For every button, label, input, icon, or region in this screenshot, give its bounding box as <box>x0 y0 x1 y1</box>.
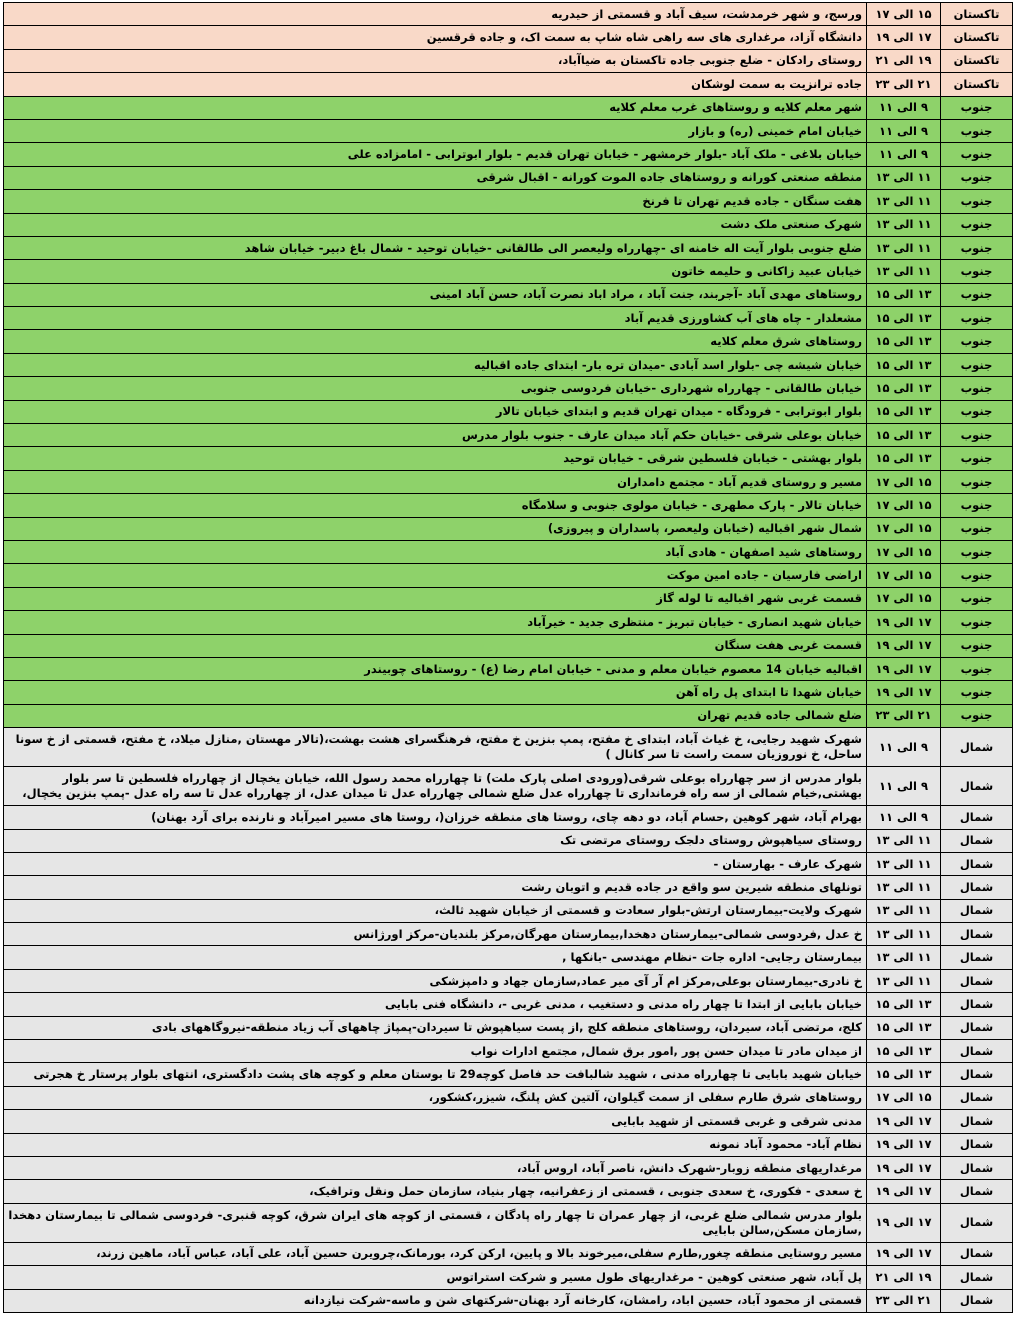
description-cell: شمال شهر اقبالیه (خیابان ولیعصر، پاسداران و پیروزی) <box>4 517 867 540</box>
region-cell: جنوب <box>941 143 1013 166</box>
description-cell: بلوار مدرس از سر چهارراه بوعلی شرقی(ورودی اصلی پارک ملت) تا چهارراه محمد رسول الله، خیابان یخچال از چهارراه فلسطین تا سر بلوار بهشتی,خیام شمالی از سه راه فرمانداری تا چهارراه عدل ضلع شمالی چهارراه عدل تا میدان عدل، از چهارراه عدل تا سه راه عدل -پمپ بنزین یخچال، <box>4 767 867 806</box>
table-row <box>4 330 1013 353</box>
description-cell: مشعلدار - چاه های آب کشاورزی قدیم آباد <box>4 307 867 330</box>
region-cell: جنوب <box>941 330 1013 353</box>
description-cell: بلوار بهشتی - خیابان فلسطین شرقی - خیابان توحید <box>4 447 867 470</box>
table-row <box>4 49 1013 72</box>
time-cell: ۱۷ الی ۱۹ <box>867 1180 941 1203</box>
table-row <box>4 1289 1013 1312</box>
time-cell: ۱۳ الی ۱۵ <box>867 307 941 330</box>
table-row <box>4 283 1013 306</box>
time-cell: ۱۱ الی ۱۳ <box>867 236 941 259</box>
region-cell: جنوب <box>941 470 1013 493</box>
time-cell: ۱۷ الی ۱۹ <box>867 1133 941 1156</box>
time-cell: ۱۱ الی ۱۳ <box>867 876 941 899</box>
table-row <box>4 946 1013 969</box>
time-cell: ۱۷ الی ۱۹ <box>867 1110 941 1133</box>
time-cell: ۲۱ الی ۲۳ <box>867 1289 941 1312</box>
time-cell: ۱۷ الی ۱۹ <box>867 611 941 634</box>
description-cell: روستای رادکان - ضلع جنوبی جاده تاکستان به ضیاآباد، <box>4 49 867 72</box>
description-cell: منطقه صنعتی کورانه و روستاهای جاده الموت کورانه - اقبال شرقی <box>4 166 867 189</box>
description-cell: خیابان عبید زاکانی و حلیمه خاتون <box>4 260 867 283</box>
description-cell: شهرک شهید رجایی، خ غیاث آباد، ابتدای خ مفتح، پمپ بنزین خ مفتح، فرهنگسرای هشت بهشت،(تالار مهستان ,منازل میلاد، خ مفتح، قسمتی از خ سونا ساحل، خ نوروزیان سمت راست تا سر کانال ) <box>4 728 867 767</box>
description-cell: بیمارستان رجایی- اداره جات -نظام مهندسی -بانکها , <box>4 946 867 969</box>
time-cell: ۱۳ الی ۱۵ <box>867 424 941 447</box>
description-cell: روستاهای شرق معلم کلایه <box>4 330 867 353</box>
table-row <box>4 540 1013 563</box>
region-cell: جنوب <box>941 400 1013 423</box>
table-row <box>4 876 1013 899</box>
time-cell: ۹ الی ۱۱ <box>867 96 941 119</box>
region-cell: جنوب <box>941 236 1013 259</box>
time-cell: ۱۱ الی ۱۳ <box>867 166 941 189</box>
time-cell: ۱۹ الی ۲۱ <box>867 1266 941 1289</box>
time-cell: ۱۳ الی ۱۵ <box>867 993 941 1016</box>
table-row <box>4 1180 1013 1203</box>
region-cell: جنوب <box>941 494 1013 517</box>
outage-schedule-sheet <box>3 2 1013 1313</box>
description-cell: روستاهای مهدی آباد -آجربند، جنت آباد ، مراد اباد نصرت آباد، حسن آباد امینی <box>4 283 867 306</box>
time-cell: ۱۳ الی ۱۵ <box>867 377 941 400</box>
region-cell: شمال <box>941 1289 1013 1312</box>
table-row <box>4 143 1013 166</box>
time-cell: ۱۱ الی ۱۳ <box>867 969 941 992</box>
description-cell: خیابان شهدا تا ابتدای پل راه آهن <box>4 681 867 704</box>
table-row <box>4 829 1013 852</box>
region-cell: جنوب <box>941 166 1013 189</box>
region-cell: جنوب <box>941 353 1013 376</box>
table-row <box>4 96 1013 119</box>
description-cell: خیابان بلاغی - ملک آباد -بلوار خرمشهر - خیابان تهران قدیم - بلوار ابوترابی - امامزاده علی <box>4 143 867 166</box>
description-cell: خ عدل ,فردوسی شمالی-بیمارستان دهخدا,بیمارستان مهرگان,مرکز بلندیان-مرکز اورژانس <box>4 923 867 946</box>
table-row <box>4 377 1013 400</box>
time-cell: ۱۱ الی ۱۳ <box>867 213 941 236</box>
description-cell: خیابان طالقانی - چهارراه شهرداری -خیابان فردوسی جنوبی <box>4 377 867 400</box>
region-cell: تاکستان <box>941 49 1013 72</box>
description-cell: روستاهای شید اصفهان - هادی آباد <box>4 540 867 563</box>
description-cell: ضلع شمالی جاده قدیم تهران <box>4 704 867 727</box>
time-cell: ۱۳ الی ۱۵ <box>867 1040 941 1063</box>
time-cell: ۱۷ الی ۱۹ <box>867 1242 941 1265</box>
region-cell: جنوب <box>941 283 1013 306</box>
region-cell: شمال <box>941 1156 1013 1179</box>
table-row <box>4 1156 1013 1179</box>
time-cell: ۱۵ الی ۱۷ <box>867 517 941 540</box>
description-cell: خیابان بوعلی شرقی -خیابان حکم آباد میدان عارف - جنوب بلوار مدرس <box>4 424 867 447</box>
time-cell: ۱۵ الی ۱۷ <box>867 540 941 563</box>
time-cell: ۱۵ الی ۱۷ <box>867 1086 941 1109</box>
region-cell: شمال <box>941 1266 1013 1289</box>
table-row <box>4 213 1013 236</box>
time-cell: ۱۷ الی ۱۹ <box>867 1156 941 1179</box>
description-cell: اراضی فارسیان - جاده امین موکت <box>4 564 867 587</box>
region-cell: شمال <box>941 946 1013 969</box>
time-cell: ۱۳ الی ۱۵ <box>867 1016 941 1039</box>
time-cell: ۱۱ الی ۱۳ <box>867 923 941 946</box>
description-cell: اقبالیه خیابان 14 معصوم خیابان معلم و مدنی - خیابان امام رضا (ع) - روستاهای چوبیندر <box>4 657 867 680</box>
region-cell: شمال <box>941 1110 1013 1133</box>
region-cell: شمال <box>941 993 1013 1016</box>
description-cell: بلوار ابوترابی - فرودگاه - میدان تهران قدیم و ابتدای خیابان تالار <box>4 400 867 423</box>
time-cell: ۱۷ الی ۱۹ <box>867 657 941 680</box>
description-cell: قسمت غربی هفت سنگان <box>4 634 867 657</box>
time-cell: ۱۵ الی ۱۷ <box>867 564 941 587</box>
description-cell: مدنی شرقی و غربی قسمتی از شهید بابایی <box>4 1110 867 1133</box>
table-row <box>4 1086 1013 1109</box>
time-cell: ۱۱ الی ۱۳ <box>867 190 941 213</box>
table-row <box>4 1266 1013 1289</box>
time-cell: ۱۱ الی ۱۳ <box>867 899 941 922</box>
description-cell: خیابان شهید بابایی تا چهارراه مدنی ، شهید شالبافت حد فاصل کوچه29 تا بوستان معلم و کوچه های پشت دادگستری، انتهای بلوار پرستار خ هجرتی <box>4 1063 867 1086</box>
region-cell: شمال <box>941 923 1013 946</box>
region-cell: شمال <box>941 1180 1013 1203</box>
region-cell: شمال <box>941 1063 1013 1086</box>
table-row <box>4 852 1013 875</box>
time-cell: ۱۷ الی ۱۹ <box>867 634 941 657</box>
description-cell: نظام آباد- محمود آباد نمونه <box>4 1133 867 1156</box>
time-cell: ۱۱ الی ۱۳ <box>867 829 941 852</box>
time-cell: ۱۳ الی ۱۵ <box>867 1063 941 1086</box>
time-cell: ۱۱ الی ۱۳ <box>867 260 941 283</box>
time-cell: ۱۵ الی ۱۷ <box>867 587 941 610</box>
time-cell: ۱۹ الی ۲۱ <box>867 49 941 72</box>
table-row <box>4 424 1013 447</box>
table-row <box>4 1040 1013 1063</box>
table-row <box>4 190 1013 213</box>
region-cell: شمال <box>941 1040 1013 1063</box>
time-cell: ۱۳ الی ۱۵ <box>867 353 941 376</box>
description-cell: شهرک ولایت-بیمارستان ارتش-بلوار سعادت و قسمتی از خیابان شهید ثالث، <box>4 899 867 922</box>
region-cell: جنوب <box>941 447 1013 470</box>
region-cell: شمال <box>941 852 1013 875</box>
description-cell: خیابان بابایی از ابتدا تا چهار راه مدنی و دستغیب ، مدنی غربی -، دانشگاه فنی بابایی <box>4 993 867 1016</box>
region-cell: جنوب <box>941 96 1013 119</box>
table-row <box>4 611 1013 634</box>
region-cell: شمال <box>941 899 1013 922</box>
description-cell: از میدان مادر تا میدان حسن پور ,امور برق شمال, مجتمع ادارات نواب <box>4 1040 867 1063</box>
description-cell: شهر معلم کلایه و روستاهای غرب معلم کلایه <box>4 96 867 119</box>
table-row <box>4 400 1013 423</box>
time-cell: ۱۳ الی ۱۵ <box>867 283 941 306</box>
description-cell: بهرام آباد، شهر کوهین ,حسام آباد، دو دهه چای، روستا های منطقه خرزان(، روستا های مسیر امیرآباد و نارنده برای آرد بهنان) <box>4 806 867 829</box>
table-row <box>4 494 1013 517</box>
table-row <box>4 993 1013 1016</box>
time-cell: ۹ الی ۱۱ <box>867 119 941 142</box>
table-row <box>4 899 1013 922</box>
region-cell: جنوب <box>941 190 1013 213</box>
table-row <box>4 353 1013 376</box>
table-row <box>4 307 1013 330</box>
outage-schedule-table <box>3 2 1013 1313</box>
table-row <box>4 704 1013 727</box>
region-cell: جنوب <box>941 517 1013 540</box>
table-row <box>4 1203 1013 1242</box>
time-cell: ۱۱ الی ۱۳ <box>867 946 941 969</box>
table-row <box>4 681 1013 704</box>
time-cell: ۱۷ الی ۱۹ <box>867 1203 941 1242</box>
region-cell: جنوب <box>941 260 1013 283</box>
description-cell: مسیر و روستای قدیم آباد - مجتمع دامداران <box>4 470 867 493</box>
region-cell: شمال <box>941 1203 1013 1242</box>
table-row <box>4 634 1013 657</box>
region-cell: جنوب <box>941 540 1013 563</box>
time-cell: ۹ الی ۱۱ <box>867 728 941 767</box>
table-row <box>4 767 1013 806</box>
time-cell: ۲۱ الی ۲۳ <box>867 704 941 727</box>
table-row <box>4 73 1013 96</box>
region-cell: شمال <box>941 829 1013 852</box>
description-cell: روستای سیاهپوش روستای دلجک روستای مرتضی تک <box>4 829 867 852</box>
table-row <box>4 728 1013 767</box>
region-cell: جنوب <box>941 307 1013 330</box>
region-cell: جنوب <box>941 657 1013 680</box>
description-cell: خ سعدی - فکوری، خ سعدی جنوبی ، قسمتی از زعفرانیه، چهار بنیاد، سازمان حمل ونقل وترافیک، <box>4 1180 867 1203</box>
region-cell: تاکستان <box>941 3 1013 26</box>
region-cell: جنوب <box>941 611 1013 634</box>
region-cell: جنوب <box>941 213 1013 236</box>
description-cell: دانشگاه آزاد، مرغداری های سه راهی شاه شاپ به سمت اک، و جاده قرقسین <box>4 26 867 49</box>
region-cell: جنوب <box>941 587 1013 610</box>
description-cell: کلج، مرتضی آباد، سیردان، روستاهای منطقه کلج ,از پست سیاهپوش تا سیردان-پمپاژ چاههای آب زیاد منطقه-نیروگاههای بادی <box>4 1016 867 1039</box>
table-row <box>4 1242 1013 1265</box>
table-row <box>4 1110 1013 1133</box>
table-body <box>4 3 1013 1313</box>
table-row <box>4 806 1013 829</box>
description-cell: ورسج، و شهر خرمدشت، سیف آباد و قسمتی از حیدریه <box>4 3 867 26</box>
description-cell: خیابان تالار - پارک مطهری - خیابان مولوی جنوبی و سلامگاه <box>4 494 867 517</box>
description-cell: بلوار مدرس شمالی ضلع غربی، از چهار عمران تا چهار راه پادگان ، قسمتی از کوچه های ایران شرق، کوچه قنبری- فردوسی شمالی تا بیمارستان دهخدا ,سازمان مسکن,سالن بابایی <box>4 1203 867 1242</box>
description-cell: خیابان شیشه چی -بلوار اسد آبادی -میدان تره بار- ابتدای جاده اقبالیه <box>4 353 867 376</box>
region-cell: شمال <box>941 728 1013 767</box>
table-row <box>4 470 1013 493</box>
description-cell: شهرک عارف - بهارستان - <box>4 852 867 875</box>
table-row <box>4 1016 1013 1039</box>
region-cell: جنوب <box>941 681 1013 704</box>
description-cell: شهرک صنعتی ملک دشت <box>4 213 867 236</box>
table-row <box>4 447 1013 470</box>
table-row <box>4 1063 1013 1086</box>
table-row <box>4 969 1013 992</box>
region-cell: تاکستان <box>941 73 1013 96</box>
description-cell: قسمتی از محمود آباد، حسین اباد، رامشان، کارخانه آرد بهنان-شرکتهای شن و ماسه-شرکت نیازدانه <box>4 1289 867 1312</box>
description-cell: هفت سنگان - جاده قدیم تهران تا فرنخ <box>4 190 867 213</box>
description-cell: خیابان شهید انصاری - خیابان تبریز - منتظری جدید - خیرآباد <box>4 611 867 634</box>
time-cell: ۱۵ الی ۱۷ <box>867 494 941 517</box>
time-cell: ۱۱ الی ۱۳ <box>867 852 941 875</box>
time-cell: ۱۳ الی ۱۵ <box>867 400 941 423</box>
table-row <box>4 517 1013 540</box>
time-cell: ۱۵ الی ۱۷ <box>867 3 941 26</box>
description-cell: پل آباد، شهر صنعتی کوهین - مرغداریهای طول مسیر و شرکت استراتوس <box>4 1266 867 1289</box>
description-cell: خیابان امام خمینی (ره) و بازار <box>4 119 867 142</box>
time-cell: ۱۷ الی ۱۹ <box>867 681 941 704</box>
time-cell: ۹ الی ۱۱ <box>867 806 941 829</box>
table-row <box>4 260 1013 283</box>
region-cell: شمال <box>941 1016 1013 1039</box>
table-row <box>4 26 1013 49</box>
time-cell: ۹ الی ۱۱ <box>867 767 941 806</box>
table-row <box>4 119 1013 142</box>
time-cell: ۱۳ الی ۱۵ <box>867 330 941 353</box>
region-cell: شمال <box>941 876 1013 899</box>
region-cell: جنوب <box>941 634 1013 657</box>
description-cell: ضلع جنوبی بلوار آیت اله خامنه ای -چهارراه ولیعصر الی طالقانی -خیابان توحید - شمال باغ دبیر- خیابان شاهد <box>4 236 867 259</box>
time-cell: ۱۷ الی ۱۹ <box>867 26 941 49</box>
table-row <box>4 657 1013 680</box>
table-row <box>4 564 1013 587</box>
description-cell: جاده ترانزیت به سمت لوشکان <box>4 73 867 96</box>
table-row <box>4 923 1013 946</box>
region-cell: جنوب <box>941 704 1013 727</box>
region-cell: شمال <box>941 969 1013 992</box>
region-cell: شمال <box>941 767 1013 806</box>
description-cell: مسیر روستایی منطقه چغور,طارم سفلی،میرخوند بالا و پایین، ارکن کرد، بورمانک،چرویرن حسین آباد، علی آباد، عباس آباد، ماهین زرند، <box>4 1242 867 1265</box>
region-cell: جنوب <box>941 424 1013 447</box>
table-row <box>4 3 1013 26</box>
description-cell: تونلهای منطقه شیرین سو واقع در جاده قدیم و اتوبان رشت <box>4 876 867 899</box>
region-cell: شمال <box>941 1133 1013 1156</box>
region-cell: شمال <box>941 806 1013 829</box>
region-cell: شمال <box>941 1242 1013 1265</box>
region-cell: جنوب <box>941 564 1013 587</box>
time-cell: ۹ الی ۱۱ <box>867 143 941 166</box>
table-row <box>4 236 1013 259</box>
region-cell: جنوب <box>941 119 1013 142</box>
time-cell: ۱۳ الی ۱۵ <box>867 447 941 470</box>
table-row <box>4 587 1013 610</box>
region-cell: جنوب <box>941 377 1013 400</box>
table-row <box>4 166 1013 189</box>
description-cell: قسمت غربی شهر اقبالیه تا لوله گاز <box>4 587 867 610</box>
region-cell: شمال <box>941 1086 1013 1109</box>
time-cell: ۲۱ الی ۲۳ <box>867 73 941 96</box>
time-cell: ۱۵ الی ۱۷ <box>867 470 941 493</box>
table-row <box>4 1133 1013 1156</box>
description-cell: خ نادری-بیمارستان بوعلی,مرکز ام آر آی میر عماد,سازمان جهاد و دامپزشکی <box>4 969 867 992</box>
description-cell: روستاهای شرق طارم سفلی از سمت گیلوان، آلتین کش پلنگ، شیزر،کشکور، <box>4 1086 867 1109</box>
description-cell: مرغداریهای منطقه زوبار-شهرک دانش، ناصر آباد، اروس آباد، <box>4 1156 867 1179</box>
region-cell: تاکستان <box>941 26 1013 49</box>
